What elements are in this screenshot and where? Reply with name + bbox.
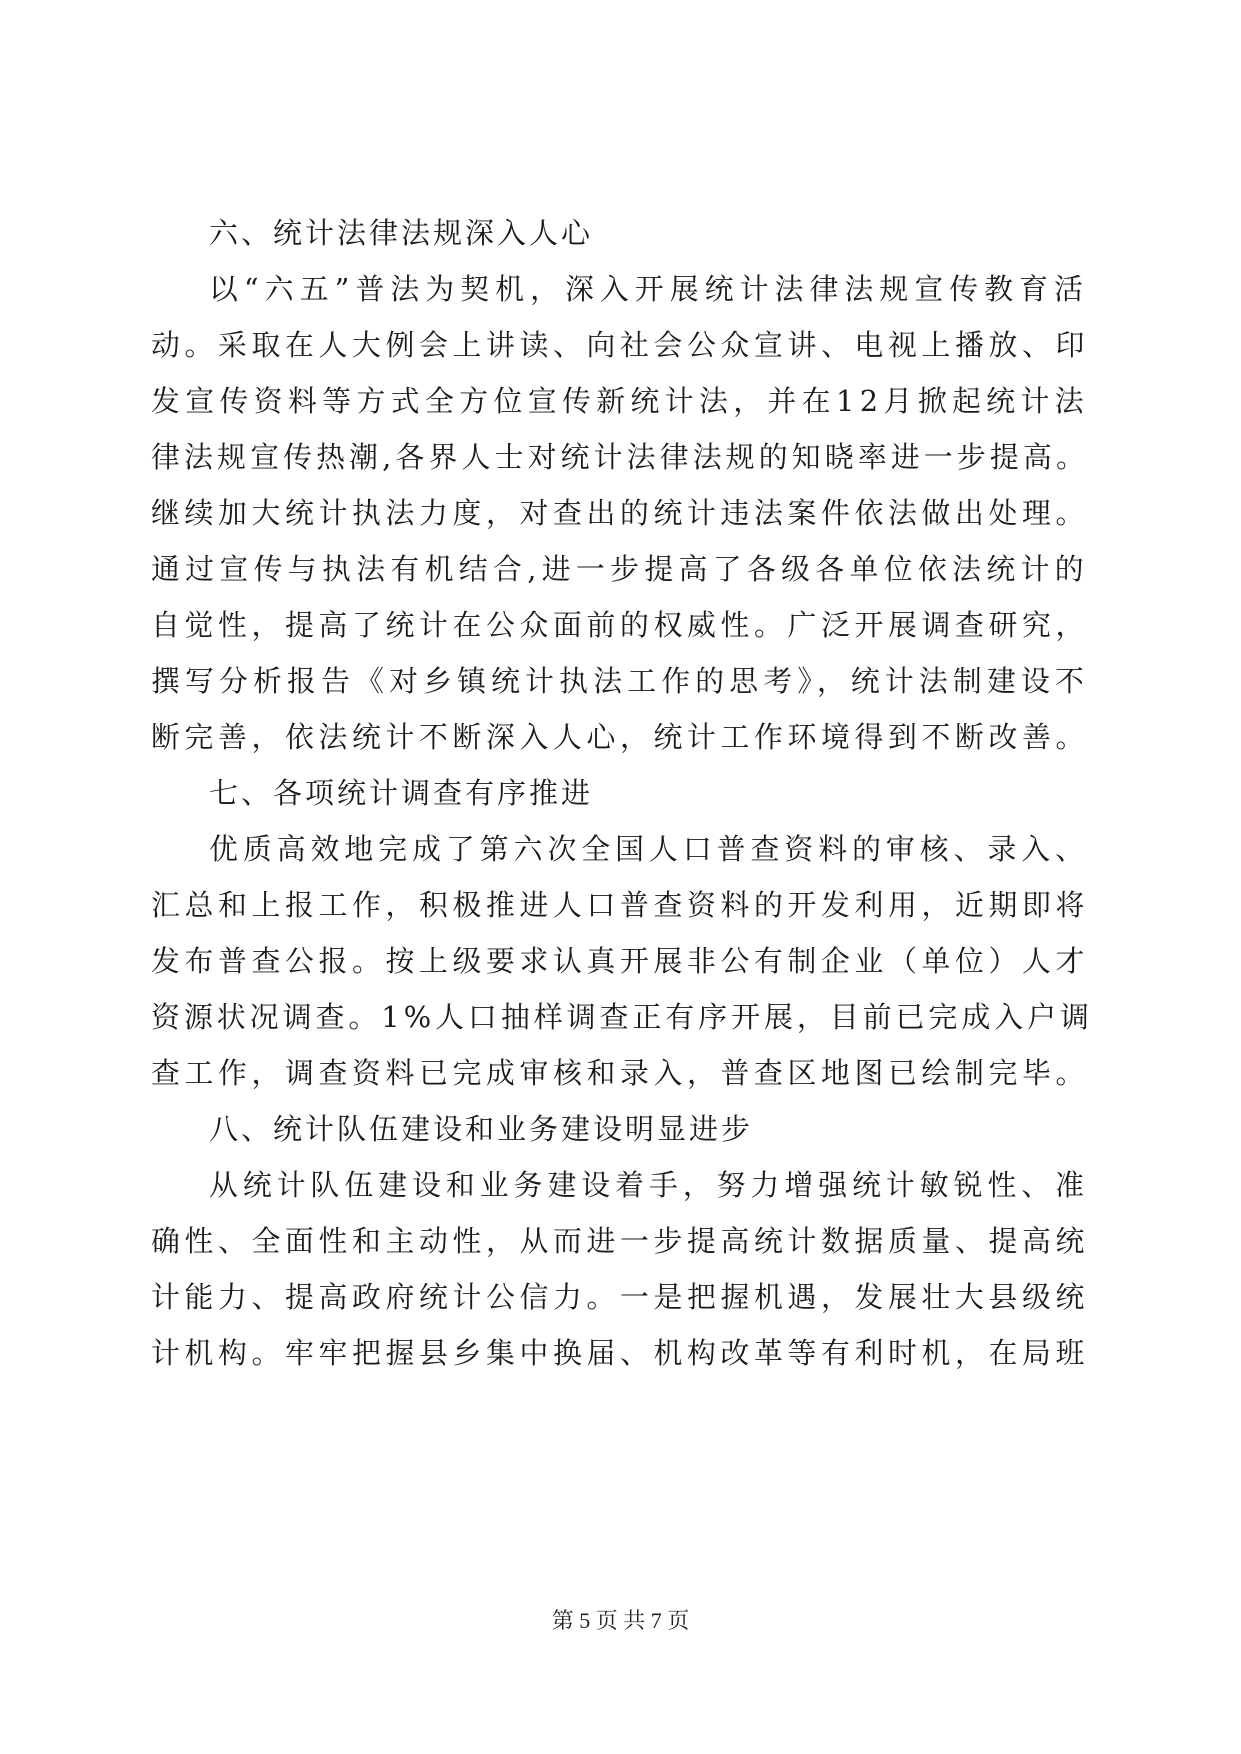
section-heading-8 bbox=[0, 1104, 1241, 1154]
line-text: 自觉性，提高了统计在公众面前的权威性。广泛开展调查研究， bbox=[151, 608, 1089, 642]
section-heading-7 bbox=[0, 768, 1241, 818]
paragraph-line bbox=[0, 936, 1241, 986]
line-text: 继续加大统计执法力度，对查出的统计违法案件依法做出处理。 bbox=[151, 496, 1089, 530]
line-text: 汇总和上报工作，积极推进人口普查资料的开发利用，近期即将 bbox=[151, 888, 1089, 922]
line-text: 查工作，调查资料已完成审核和录入，普查区地图已绘制完毕。 bbox=[151, 1056, 1089, 1090]
paragraph-line bbox=[0, 320, 1241, 370]
paragraph-line bbox=[0, 1048, 1241, 1098]
line-text: 六、统计法律法规深入人心 bbox=[209, 216, 594, 250]
line-text: 资源状况调查。1%人口抽样调查正有序开展，目前已完成入户调 bbox=[151, 1000, 1093, 1034]
line-text: 优质高效地完成了第六次全国人口普查资料的审核、录入、 bbox=[209, 832, 1089, 866]
line-text: 七、各项统计调查有序推进 bbox=[209, 776, 594, 810]
section-heading-6 bbox=[0, 208, 1241, 258]
line-text: 撰写分析报告《对乡镇统计执法工作的思考》，统计法制建设不 bbox=[151, 664, 1089, 698]
paragraph-line bbox=[0, 992, 1241, 1042]
line-text: 计能力、提高政府统计公信力。一是把握机遇，发展壮大县级统 bbox=[151, 1280, 1089, 1314]
line-text: 计机构。牢牢把握县乡集中换届、机构改革等有利时机，在局班 bbox=[151, 1336, 1089, 1370]
line-text: 确性、全面性和主动性，从而进一步提高统计数据质量、提高统 bbox=[151, 1224, 1089, 1258]
paragraph-line bbox=[0, 1216, 1241, 1266]
page-footer: 第 5 页 共 7 页 bbox=[551, 1608, 690, 1633]
paragraph-line bbox=[0, 712, 1241, 762]
paragraph-line bbox=[0, 264, 1241, 314]
paragraph-line bbox=[0, 824, 1241, 874]
line-text: 从统计队伍建设和业务建设着手，努力增强统计敏锐性、准 bbox=[209, 1168, 1089, 1202]
paragraph-line bbox=[0, 376, 1241, 426]
paragraph-line bbox=[0, 1328, 1241, 1378]
line-text: 八、统计队伍建设和业务建设明显进步 bbox=[209, 1112, 754, 1146]
line-text: 断完善，依法统计不断深入人心，统计工作环境得到不断改善。 bbox=[151, 720, 1089, 754]
line-text: 以“六五”普法为契机，深入开展统计法律法规宣传教育活 bbox=[209, 272, 1089, 306]
paragraph-line bbox=[0, 880, 1241, 930]
line-text: 律法规宣传热潮,各界人士对统计法律法规的知晓率进一步提高。 bbox=[151, 440, 1089, 474]
paragraph-line bbox=[0, 488, 1241, 538]
paragraph-line bbox=[0, 544, 1241, 594]
line-text: 通过宣传与执法有机结合,进一步提高了各级各单位依法统计的 bbox=[151, 552, 1089, 586]
paragraph-line bbox=[0, 656, 1241, 706]
paragraph-line bbox=[0, 432, 1241, 482]
paragraph-line bbox=[0, 600, 1241, 650]
line-text: 发布普查公报。按上级要求认真开展非公有制企业（单位）人才 bbox=[151, 944, 1089, 978]
line-text: 发宣传资料等方式全方位宣传新统计法，并在12月掀起统计法 bbox=[151, 384, 1089, 418]
paragraph-line bbox=[0, 1272, 1241, 1322]
line-text: 动。采取在人大例会上讲读、向社会公众宣讲、电视上播放、印 bbox=[151, 328, 1089, 362]
paragraph-line bbox=[0, 1160, 1241, 1210]
